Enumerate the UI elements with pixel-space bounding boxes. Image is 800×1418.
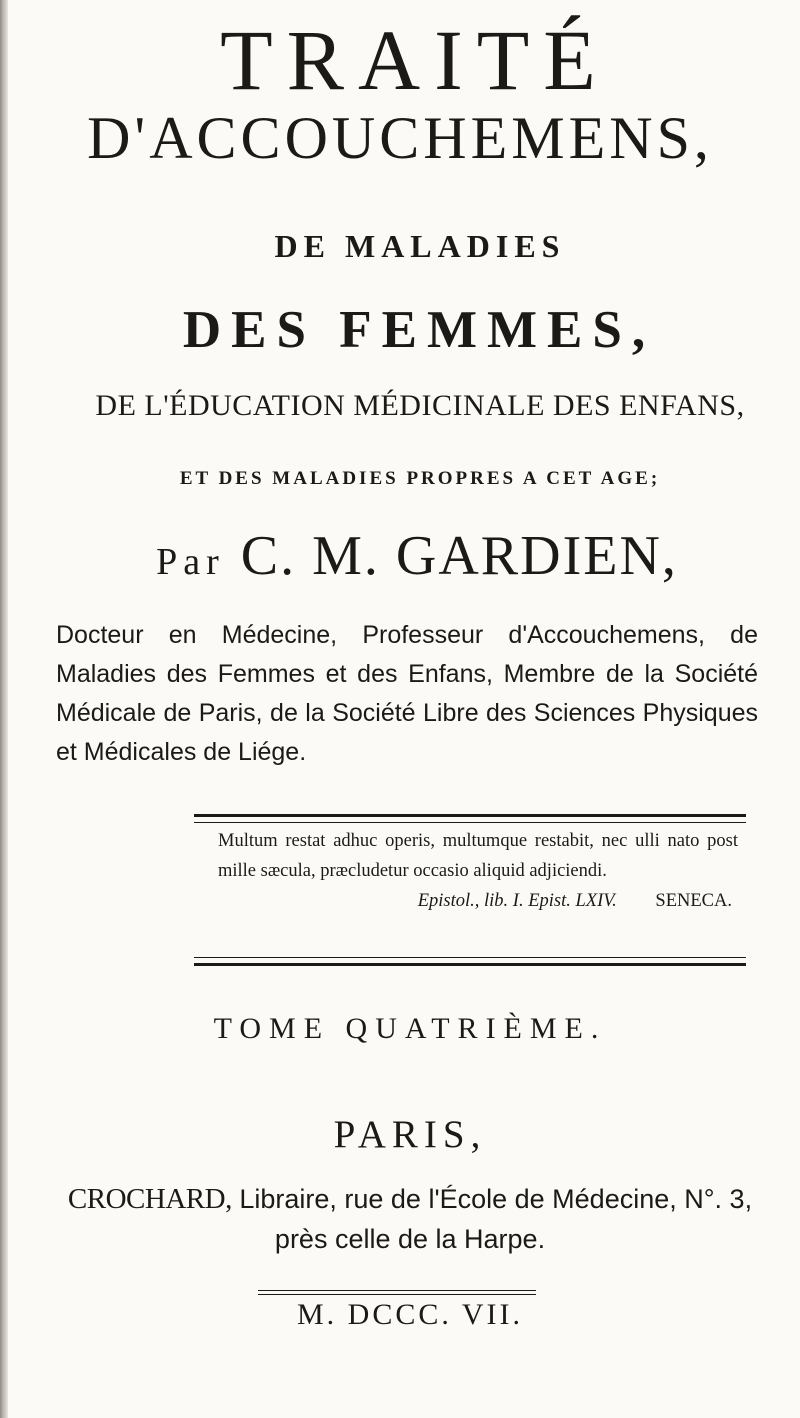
publisher-name: CROCHARD, — [67, 1183, 232, 1215]
subtitle-maladies-propres: ET DES MALADIES PROPRES A CET AGE; — [179, 468, 661, 489]
book-subtitle: D'ACCOUCHEMENS, — [87, 105, 713, 171]
imprint-city: PARIS, — [333, 1113, 487, 1156]
subtitle-des-femmes: DES FEMMES, — [182, 301, 656, 359]
epigraph-source — [218, 886, 738, 916]
epigraph-top-rule — [194, 814, 746, 823]
epigraph — [218, 826, 738, 916]
epigraph-author: SENECA. — [655, 891, 732, 911]
book-title: TRAITÉ — [220, 12, 610, 108]
volume-label: TOME QUATRIÈME. — [213, 1012, 607, 1045]
author-name: C. M. GARDIEN, — [240, 525, 678, 587]
publisher-address-2: près celle de la Harpe. — [274, 1224, 546, 1254]
subtitle-education: DE L'ÉDUCATION MÉDICINALE DES ENFANS, — [95, 389, 745, 422]
epigraph-bottom-rule — [194, 957, 746, 966]
author-line — [34, 524, 800, 588]
author-par: Par — [156, 541, 225, 583]
date-top-rule-2 — [258, 1294, 536, 1295]
imprint-date: M. DCCC. VII. — [297, 1298, 523, 1331]
publisher-address-1: Libraire, rue de l'École de Médecine, N°. 3, — [239, 1184, 753, 1214]
date-top-rule — [258, 1290, 536, 1291]
author-titles: Docteur en Médecine, Professeur d'Accouchemens, de Maladies des Femmes et des Enfans, Membre de la Société Médicale de Paris, de la Société Libre des Sciences Physiques et Médicales de Liége. — [56, 621, 758, 766]
imprint-publisher — [40, 1179, 780, 1259]
epigraph-reference: Epistol., lib. I. Epist. LXIV. — [417, 891, 617, 911]
subtitle-de-maladies: DE MALADIES — [274, 228, 566, 264]
epigraph-text: Multum restat adhuc operis, multumque restabit, nec ulli nato post mille sæcula, præcludetur occasio aliquid adjiciendi. — [218, 831, 738, 881]
